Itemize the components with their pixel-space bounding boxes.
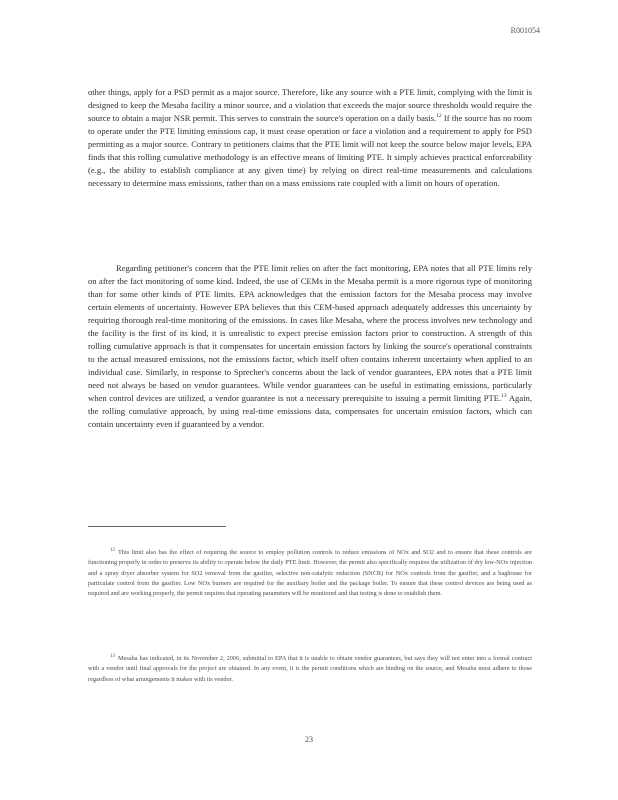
paragraph-text: other things, apply for a PSD permit as a major source. Therefore, like any source with a PTE limit, complying with the limit is designed to keep the Mesaba facility a minor source, and a violation that exceeds the major source thresholds would require the source to obtain a major NSR permit. This serves to constrain the source's operation on a daily basis. — [88, 87, 532, 123]
footnote-text: This limit also has the effect of requiring the source to employ pollution controls to reduce emissions of NOx and SO2 and to ensure that these controls are functioning properly in order to preserve its ability to operate below the daily PTE limit. However, the permit also specifically requires the utilization of dry low-NOx injection and a spray dryer absorber system for SO2 removal from the gasifier, selective non-catalytic reduction (SNCR) for NOx controls from the gasifier, and a baghouse for particulate control from the gasifier. Low NOx burners are required for the auxiliary boiler and the package boiler. To ensure that these control devices are being used as required and are working properly, the permit requires that operating parameters will be monitored and that testing is done to establish them. — [88, 549, 532, 597]
paragraph-text: Regarding petitioner's concern that the PTE limit relies on after the fact monitoring, EPA notes that all PTE limits rely on after the fact monitoring of some kind. Indeed, the use of CEMs in the Mesaba permit is a more rigorous type of monitoring than for some other kinds of PTE limits. EPA acknowledges that the emission factors for the Mesaba process may involve certain elements of uncertainty. However EPA believes that this CEM-based approach adequately addresses this uncertainty by requiring thorough real-time monitoring of the emissions. In cases like Mesaba, where the process involves new technology and the facility is the first of its kind, it is unrealistic to expect precise emission factors prior to construction. A strength of this rolling cumulative approach is that it compensates for uncertain emission factors by linking the source's operational constraints to the actual measured emissions, not the emissions factor, which itself often contains inherent uncertainty when applied to an individual case. Similarly, in response to Sprecher's concerns about the lack of vendor guarantees, EPA notes that a PTE limit need not always be based on vendor guarantees. While vendor guarantees can be useful in estimating emissions, particularly when control devices are utilized, a vendor guarantee is not a necessary prerequisite to issuing a permit limiting PTE. — [88, 263, 532, 403]
footnote-text: Mesaba has indicated, in its November 2, 2006, submittal to EPA that it is unable to obtain vendor guarantees, but says they will not enter into a formal contract with a vendor until final approvals for the project are obtained. In any event, it is the permit conditions which are binding on the source, and Mesaba must adhere to those regardless of what arrangements it makes with its vendor. — [88, 655, 532, 683]
footnote-reference[interactable]: 13 — [501, 393, 507, 400]
paragraph-text: Again, the rolling cumulative approach, by using real-time emissions data, compensates for uncertain emission factors, which can contain uncertainty even if guaranteed by a vendor. — [88, 393, 532, 429]
body-paragraph-2 — [88, 262, 532, 431]
paragraph-text: If the source has no room to operate under the PTE limiting emissions cap, it must cease operation or face a violation and a requirement to apply for PSD permitting as a major source. Contrary to petitioners claims that the PTE limit will not keep the source below major levels, EPA finds that this rolling cumulative methodology is an effective means of limiting PTE. It simply achieves practical enforceability (e.g., the ability to establish compliance at any given time) by relying on direct real-time measurements and calculations necessary to determine mass emissions, rather than on a mass emissions rate coupled with a limit on hours of operation. — [88, 113, 532, 188]
footnote-reference[interactable]: 12 — [436, 113, 442, 120]
footnote-number: 12 — [110, 548, 115, 553]
body-paragraph-1 — [88, 86, 532, 190]
document-id: R001054 — [510, 26, 540, 35]
footnote-12 — [88, 546, 532, 599]
footnote-divider — [88, 526, 226, 527]
page-number: 23 — [305, 735, 313, 744]
footnote-number: 13 — [110, 654, 115, 659]
footnote-13 — [88, 652, 532, 685]
